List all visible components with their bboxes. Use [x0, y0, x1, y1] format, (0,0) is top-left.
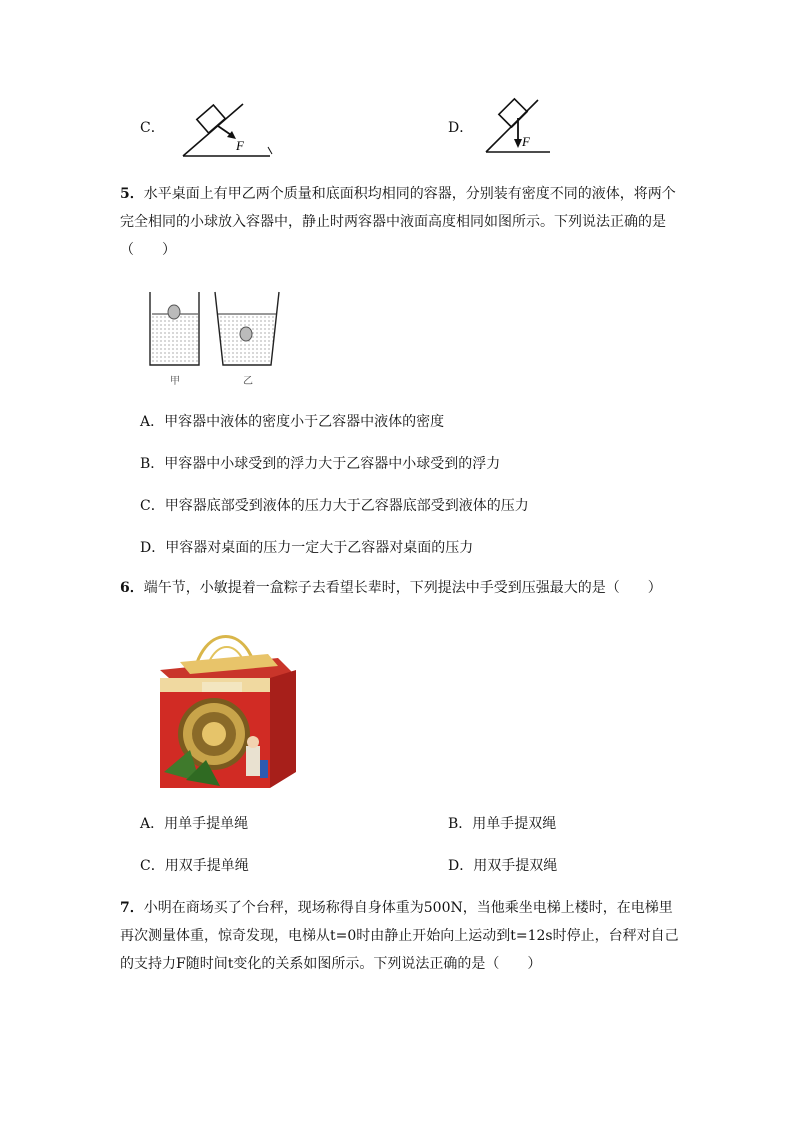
q4-option-d-force-label: F [522, 134, 530, 149]
q6-question [120, 574, 700, 602]
q5-containers-figure [140, 288, 290, 388]
q7-number: 7． [120, 900, 144, 916]
q5-number: 5． [120, 186, 144, 202]
q5-figure-label-jia: 甲 [170, 376, 180, 387]
q5-option-d: D．甲容器对桌面的压力一定大于乙容器对桌面的压力 [140, 540, 474, 556]
q7-stem: 小明在商场买了个台秤，现场称得自身体重为500N，当他乘坐电梯上楼时，在电梯里再次测量体重，惊奇发现，电梯从t=0时由静止开始向上运动到t=12s时停止，台秤对自己的支持力F随时间t变化的关系如图所示。下列说法正确的是（ ） [120, 900, 679, 972]
zongzi-gift-box-image [150, 622, 310, 792]
q5-option-c: C．甲容器底部受到液体的压力大于乙容器底部受到液体的压力 [140, 498, 529, 514]
q4-option-d-figure [480, 96, 560, 158]
q6-option-b: B．用单手提双绳 [448, 816, 557, 832]
q4-option-c-force-label: F [236, 138, 244, 153]
q5-figure-label-yi: 乙 [243, 376, 253, 387]
q6-option-c: C．用双手提单绳 [140, 858, 249, 874]
q5-option-a: A．甲容器中液体的密度小于乙容器中液体的密度 [140, 414, 445, 430]
q6-number: 6． [120, 580, 144, 596]
q4-option-c-label: C． [140, 120, 165, 136]
q6-option-a: A．用单手提单绳 [140, 816, 249, 832]
q5-question [120, 180, 680, 264]
q4-option-d-label: D． [448, 120, 474, 136]
q6-stem: 端午节，小敏提着一盒粽子去看望长辈时，下列提法中手受到压强最大的是（ ） [143, 580, 662, 596]
q6-option-d: D．用双手提双绳 [448, 858, 558, 874]
q7-question [120, 894, 680, 978]
q4-option-c-figure [178, 100, 278, 160]
q5-option-b: B．甲容器中小球受到的浮力大于乙容器中小球受到的浮力 [140, 456, 501, 472]
q5-stem: 水平桌面上有甲乙两个质量和底面积均相同的容器，分别装有密度不同的液体，将两个完全相同的小球放入容器中，静止时两容器中液面高度相同如图所示。下列说法正确的是（ ） [120, 186, 676, 258]
